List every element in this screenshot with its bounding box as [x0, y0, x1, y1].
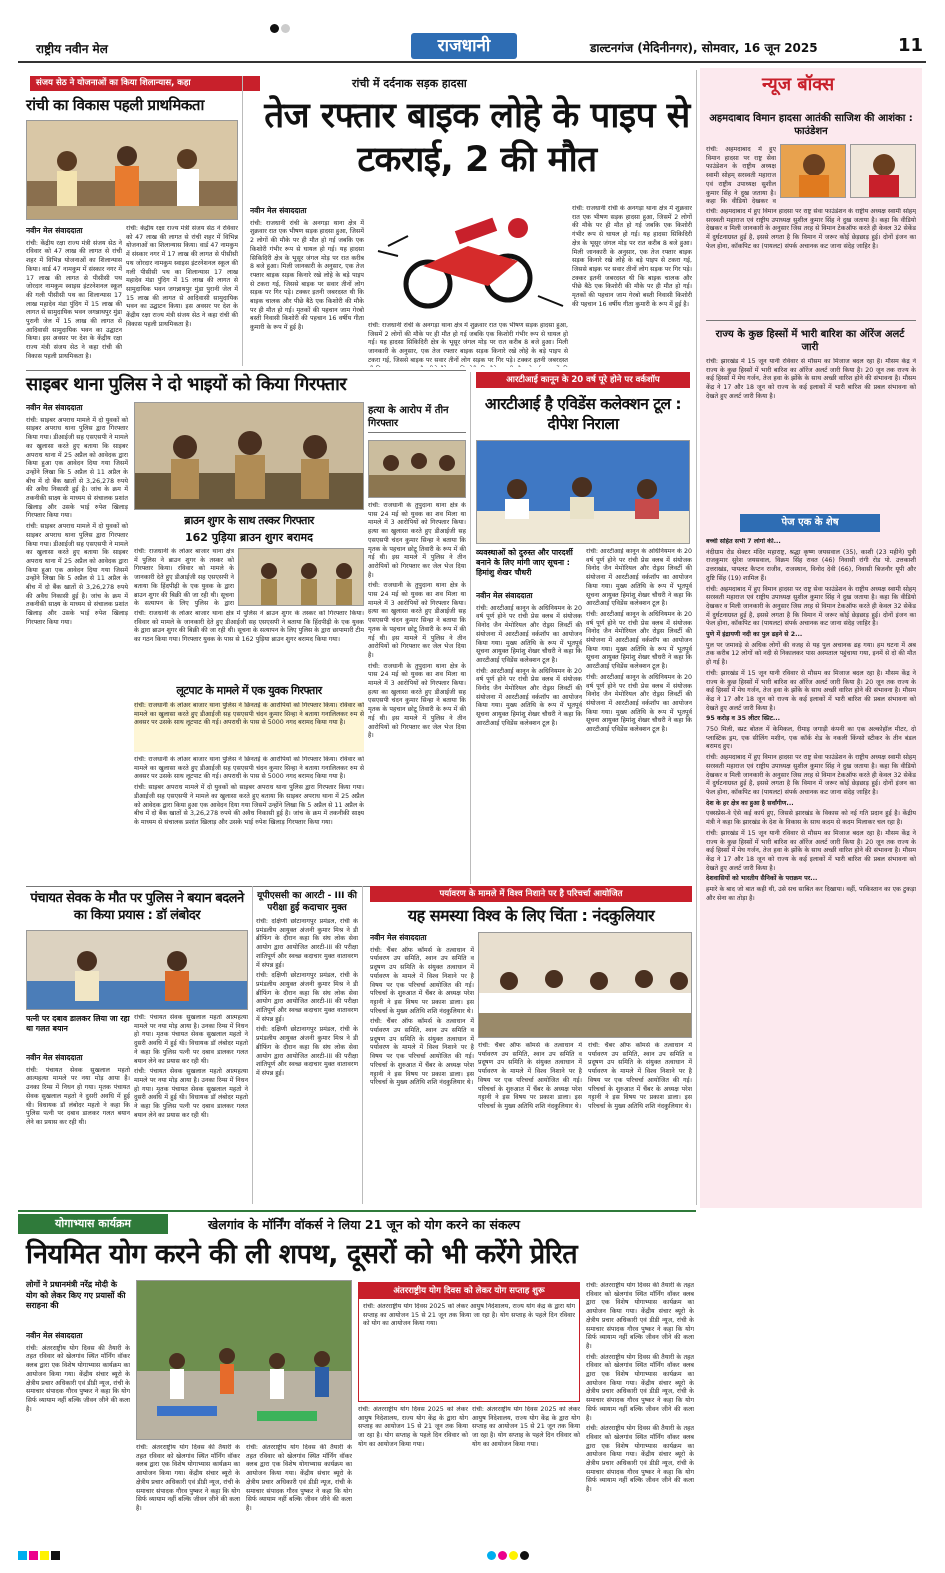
remaining-text1b: रांची: अहमदाबाद में हुए विमान हादसा पर राष्ट्र सेवा फाउंडेशन के राष्ट्रीय अध्यक्ष स्वामी सोहम्‌ सरस्वती महाराज एवं राष्ट्रीय उपाध्यक्ष सुशील कुमार सिंह ने दुख जताया है। कहा कि वीडियो देखकर व मिली जानकारी के अनुसार जिस तरह से विमान टेकऑफ करते ही केवल 32 सेकेंड में दुर्घटनाग्रस्त हुई है, इससे लगता है कि विमान में जरूर कोई छेड़छाड़ हुई। दोनों इंजन का फेल होना, कॉकपिट का (पायलट) संपर्क अचानक कट जाना संदेह जाहिर है। [706, 585, 916, 628]
story4-text-cont: रांची: राजधानी के लोअर बाजार थाना क्षेत्र में पुलिस ने ब्राउन शुगर के तस्कर को गिरफ्तार किया। रविवार को मामले के जानकारी देते हुए डीआईजी सह एसएसपी ने बताया कि हिंदपीढ़ी के एक युवक के द्वारा ब्राउन शुगर की बिक्री की जा रही थी। सूचना के सत्यापन के लिए पुलिस के द्वारा छापामारी टीम का गठन किया गया। गिरफ्तार युवक के पास से 162 पुड़िया ब्राउन शुगर बरामद किया गया। [134, 610, 364, 644]
story9-text-cont: रांची: दक्षिणी छोटानागपुर प्रमंडल, रांची के प्रमंडलीय आयुक्त अंजनी कुमार मिश्र ने डी ब्रीफिंग के दौरान कहा कि संघ लोक सेवा आयोग द्वारा आयोजित आरटी-III की परीक्षा शांतिपूर्ण और स्वच्छ कदाचार मुक्त वातावरण में संपन्न हुई। [256, 972, 358, 1023]
story3-body [26, 402, 128, 882]
story11-text-cont: रांची: अंतरराष्ट्रीय योग दिवस की तैयारी के तहत रविवार को खेलगांव स्थित मॉर्निंग वॉकर क्लब द्वारा एक विशेष योगाभ्यास कार्यक्रम का आयोजन किया गया। केंद्रीय संचार ब्यूरो के क्षेत्रीय प्रचार अधिकारी एवं डीडी न्यूज, रांची के समाचार संपादक गौरव पुष्कर ने कहा कि योग सिर्फ व्यायाम नहीं बल्कि जीवन जीने की कला है। [136, 1444, 240, 1512]
story7-text-cont4: रांची: आरटीआई कानून के अधिनियमन के 20 वर्ष पूर्ण होने पर रांची प्रेस क्लब में संयोजक विनोद जैन मेमोरियल और रोड्रस लिवर्टी की संयोजना में आरटीआई वर्कशॉप का आयोजन किया गया। मुख्य अतिथि के रूप में भूतपूर्व सूचना आयुक्त हिमांशु शेखर चौधरी ने कहा कि आरटीआई एविडेंस कलेक्शन टूल है। [586, 673, 692, 734]
page-number: 11 [898, 35, 924, 56]
story11-text-cont4: रांची: अंतरराष्ट्रीय योग दिवस की तैयारी के तहत रविवार को खेलगांव स्थित मॉर्निंग वॉकर क्लब द्वारा एक विशेष योगाभ्यास कार्यक्रम का आयोजन किया गया। केंद्रीय संचार ब्यूरो के क्षेत्रीय प्रचार अधिकारी एवं डीडी न्यूज, रांची के समाचार संपादक गौरव पुष्कर ने कहा कि योग सिर्फ व्यायाम नहीं बल्कि जीवन जीने की कला है। [586, 1353, 694, 1422]
story6-text-cont2: रांची: राजधानी के तुपुदाना थाना क्षेत्र के पास 24 मई को युवक का शव मिला था मामले में 3 आरोपियों को गिरफ्तार किया। हत्या का खुलासा करते हुए डीआईजी सह एसएसपी चंदन कुमार सिन्हा ने बताया कि मृतक के पहचान छोटू तिवारी के रूप में की गई थी। इस मामले में पुलिस ने तीन आरोपियों को गिरफ्तार कर जेल भेज दिया है। [368, 662, 466, 740]
story9-body-1 [256, 918, 358, 1202]
news-box-s2-headline: राज्य के कुछ हिस्सों में भारी बारिश का ऑरेंज अलर्ट जारी [715, 329, 905, 353]
story6-body [368, 502, 466, 882]
remaining-text4b: रांची: झारखंड में 15 जून यानी रविवार से मौसम का मिजाज बदल रहा है। मौसम केंद्र ने राज्य के कुछ हिस्सों में भारी बारिश का ऑरेंज अलर्ट जारी किया है। 20 जून तक राज्य के कई हिस्सों में मेघ गर्जन, तेज हवा के झोंके के साथ अच्छी वारिश होने की संभावना है। मौसम केंद्र ने 17 और 18 जून को राज्य के कई इलाकों में भारी बारिश की प्रबल संभावना को देखते हुए अलर्ट जारी किया है। [706, 829, 916, 872]
cyber-police-photo [134, 402, 364, 510]
news-box-s1-headline: अहमदाबाद विमान हादसा आतंकी साजिश की आशंका : फाउंडेशन [709, 113, 913, 137]
story2-text: रांची: राजधानी रांची के अनगड़ा थाना क्षेत्र में शुक्रवार रात एक भीषण सड़क हादसा हुआ, जिसमें 2 लोगों की मौके पर ही मौत हो गई जबकि एक किशोरी गंभीर रूप से घायल हो गई। यह हादसा सिकिदिरी क्षेत्र के भूसूर जंगल मोड़ पर रात करीब 8 बजे हुआ। मिली जानकारी के अनुसार, एक तेज रफ्तार बाइक सड़क किनारे रखे लोहे के बड़े पाइप से टकरा गई, जिससे बाइक पर सवार तीनों लोग सड़क पर गिर पड़े। टक्कर इतनी जबरदस्त थी कि बाइक चालक और पीछे बैठे एक किशोरी की मौके पर ही मौत हो गई। मृतकों की पहचान जाम गेरबो बस्ती निवासी किशोरी की पहचान 16 वर्षीय गीता कुमारी के रूप में हुई है। [250, 219, 364, 332]
yoga-week-text-cont2: रांची: अंतरराष्ट्रीय योग दिवस 2025 को लेकर आयुष निदेशालय, राज्य योग केंद्र के द्वारा योग सप्ताह का आयोजन 15 से 21 जून तक किया जा रहा है। योग सप्ताह के पहले दिन रविवार को योग का आयोजन किया गया। [472, 1406, 580, 1448]
story8-bullet: पत्नी पर दबाव डालकर लिया जा रहा था गलत बयान [26, 1014, 130, 1033]
story1-body-1 [26, 225, 122, 361]
news-box-s3-body [706, 538, 916, 1204]
story7-byline: नवीन मेल संवाददाता [476, 591, 533, 600]
story11-body-2 [136, 1444, 240, 1530]
story10-text-cont: रांची: चैंबर ऑफ कॉमर्स के तत्वाधान में पर्यावरण उप समिति, श्वान उप समिति व प्रदूषण उप समिति के संयुक्त तत्वाधान में पर्यावरण के मामले में विश्व निशाने पर है विषय पर एक परिचर्चा आयोजित की गई। परिचर्चा के शुरुआत में चैंबर के अध्यक्ष परेश गट्टानी ने इस विषय पर प्रकाश डाला। इस परिचर्चा के मुख्य अतिथि शशि नंदकुलियार थे। [370, 1018, 474, 1087]
page-one-remaining-label: पेज एक के शेष [740, 514, 880, 532]
news-box-s2-text: रांची: झारखंड में 15 जून यानी रविवार से मौसम का मिजाज बदल रहा है। मौसम केंद्र ने राज्य के कुछ हिस्सों में भारी बारिश का ऑरेंज अलर्ट जारी किया है। 20 जून तक राज्य के कई हिस्सों में मेघ गर्जन, तेज हवा के झोंके के साथ अच्छी वारिश होने की संभावना है। मौसम केंद्र ने 17 और 18 जून को राज्य के कई इलाकों में भारी बारिश की प्रबल संभावना को देखते हुए अलर्ट जारी किया है। [706, 358, 916, 400]
story10-byline: नवीन मेल संवाददाता [370, 933, 427, 942]
story3-text: रांची: साइबर अपराध मामले में दो युवकों को साइबर अपराध थाना पुलिस द्वारा गिरफ्तार किया गया। डीआईजी सह एसएसपी ने मामले का खुलासा करते हुए बताया कि साइबर अपराध थाना में 25 अप्रैल को आवेदक द्वारा किया हुआ एक आवेदन दिया गया जिसमें उन्होंने लिखा कि 5 अप्रैल से 11 अप्रैल के बीच में दो बैंक खातों से 3,26,278 रुपये की अवैध निकासी हुई है। जांच के क्रम में तकनीकी साक्ष्य के माध्यम से संचालक प्रशांत खिलाड़ और उसके भाई रुपेश खिलाड़ गिरफ्तार किया गया। [26, 416, 128, 520]
story7-kicker: आरटीआई कानून के 20 वर्ष पूरे होने पर वर्कशॉप [476, 372, 690, 388]
story8-byline: नवीन मेल संवाददाता [26, 1053, 83, 1062]
story4-body [134, 548, 234, 608]
story10-body-1 [370, 932, 474, 1202]
story11-body-6 [586, 1282, 694, 1530]
story10-text-cont2: रांची: चैंबर ऑफ कॉमर्स के तत्वाधान में पर्यावरण उप समिति, श्वान उप समिति व प्रदूषण उप समिति के संयुक्त तत्वाधान में पर्यावरण के मामले में विश्व निशाने पर है विषय पर एक परिचर्चा आयोजित की गई। परिचर्चा के शुरुआत में चैंबर के अध्यक्ष परेश गट्टानी ने इस विषय पर प्रकाश डाला। इस परिचर्चा के मुख्य अतिथि शशि नंदकुलियार थे। [478, 1042, 582, 1110]
story2-byline: नवीन मेल संवाददाता [250, 206, 307, 215]
section-label: राजधानी [411, 33, 517, 59]
story10-kicker: पर्यावरण के मामले में विश्व निशाने पर है परिचर्चा आयोजित [370, 886, 692, 902]
story11-bullet: लोगों ने प्रधानमंत्री नरेंद्र मोदी के योग को लेकर किए गए प्रयासों की सराहना की [26, 1280, 126, 1310]
remaining-text5: हमारे के बाद जो बात कही थी, उसे सच साबित कर दिखाया। वहीं, पाकिस्तान का एक टुकड़ा और सेना का तोड़ा है। [706, 886, 916, 902]
story5-text: रांची: राजधानी के लोअर बाजार थाना पुलिस ने छिनतई के आरोपियों को गिरफ्तार किया। रविवार को मामले का खुलासा करते हुए डीआईजी सह एसएसपी चंदन कुमार सिन्हा ने बताया गनालिलकर रुम से अवसर पर उसके साथ लूटपाट की गई। अपराधी के पास से 5000 नगद बरामद किया गया है। [134, 702, 364, 727]
news-box-s1-body-2 [706, 208, 916, 316]
story7-text-cont: रांची: आरटीआई कानून के अधिनियमन के 20 वर्ष पूर्ण होने पर रांची प्रेस क्लब में संयोजक विनोद जैन मेमोरियल और रोड्रस लिवर्टी की संयोजना में आरटीआई वर्कशॉप का आयोजन किया गया। मुख्य अतिथि के रूप में भूतपूर्व सूचना आयुक्त हिमांशु शेखर चौधरी ने कहा कि आरटीआई एविडेंस कलेक्शन टूल है। [476, 667, 582, 727]
story2-headline: तेज रफ्तार बाइक लोहे के पाइप से टकराई, 2 की मौत [264, 96, 690, 180]
swami-photo [780, 144, 846, 198]
story6-text: रांची: राजधानी के तुपुदाना थाना क्षेत्र के पास 24 मई को युवक का शव मिला था मामले में 3 आरोपियों को गिरफ्तार किया। हत्या का खुलासा करते हुए डीआईजी सह एसएसपी चंदन कुमार सिन्हा ने बताया कि मृतक के पहचान छोटू तिवारी के रूप में की गई थी। इस मामले में पुलिस ने तीन आरोपियों को गिरफ्तार कर जेल भेज दिया है। [368, 502, 466, 579]
story11-text-cont5: रांची: अंतरराष्ट्रीय योग दिवस की तैयारी के तहत रविवार को खेलगांव स्थित मॉर्निंग वॉकर क्लब द्वारा एक विशेष योगाभ्यास कार्यक्रम का आयोजन किया गया। केंद्रीय संचार ब्यूरो के क्षेत्रीय प्रचार अधिकारी एवं डीडी न्यूज, रांची के समाचार संपादक गौरव पुष्कर ने कहा कि योग सिर्फ व्यायाम नहीं बल्कि जीवन जीने की कला है। [586, 1425, 694, 1494]
accident-illustration [368, 206, 568, 318]
story5-headline: लूटपाट के मामले में एक युवक गिरफ्तार [176, 684, 322, 697]
story7-text-cont2: रांची: आरटीआई कानून के अधिनियमन के 20 वर्ष पूर्ण होने पर रांची प्रेस क्लब में संयोजक विनोद जैन मेमोरियल और रोड्रस लिवर्टी की संयोजना में आरटीआई वर्कशॉप का आयोजन किया गया। मुख्य अतिथि के रूप में भूतपूर्व सूचना आयुक्त हिमांशु शेखर चौधरी ने कहा कि आरटीआई एविडेंस कलेक्शन टूल है। [586, 548, 692, 608]
yoga-week-text-cont: रांची: अंतरराष्ट्रीय योग दिवस 2025 को लेकर आयुष निदेशालय, राज्य योग केंद्र के द्वारा योग सप्ताह का आयोजन 15 से 21 जून तक किया जा रहा है। योग सप्ताह के पहले दिन रविवार को योग का आयोजन किया गया। [358, 1406, 468, 1448]
story1-photo [26, 120, 238, 220]
yoga-week-box-text: रांची: अंतरराष्ट्रीय योग दिवस 2025 को लेकर आयुष निदेशालय, राज्य योग केंद्र के द्वारा योग सप्ताह का आयोजन 15 से 21 जून तक किया जा रहा है। योग सप्ताह के पहले दिन रविवार को योग का आयोजन किया गया। [363, 1303, 575, 1328]
story11-text: रांची: अंतरराष्ट्रीय योग दिवस की तैयारी के तहत रविवार को खेलगांव स्थित मॉर्निंग वॉकर क्लब द्वारा एक विशेष योगाभ्यास कार्यक्रम का आयोजन किया गया। केंद्रीय संचार ब्यूरो के क्षेत्रीय प्रचार अधिकारी एवं डीडी न्यूज, रांची के समाचार संपादक गौरव पुष्कर ने कहा कि योग सिर्फ व्यायाम नहीं बल्कि जीवन जीने की कला है। [26, 1344, 130, 1413]
remaining-sub3: 95 करोड़ व 35 लीटर स्प्रिट... [706, 715, 781, 723]
story10-body-3 [588, 1042, 692, 1202]
story8-text-cont2: रांची: पंचायत सेवक सुखलाल महतो आत्महत्या मामले पर नया मोड़ आया है। उनका रिम्स में निधन हो गया। मृतक पंचायत सेवक सुखलाल महतो ने दुसरी अवधि में हुई थी। विधायक डॉ लंबोदर महतो ने कहा कि पुलिस पत्नी पर दबाव डालकर गलत बयान लेने का प्रयास कर रही थी। [134, 1068, 248, 1119]
story8-body-2 [134, 1014, 248, 1202]
news-box-s1-body [706, 146, 776, 206]
yoga-strip-label: योगाभ्यास कार्यक्रम [18, 1214, 168, 1234]
story2-body-1 [250, 205, 364, 367]
story7-text: रांची: आरटीआई कानून के अधिनियमन के 20 वर्ष पूर्ण होने पर रांची प्रेस क्लब में संयोजक विनोद जैन मेमोरियल और रोड्रस लिवर्टी की संयोजना में आरटीआई वर्कशॉप का आयोजन किया गया। मुख्य अतिथि के रूप में भूतपूर्व सूचना आयुक्त हिमांशु शेखर चौधरी ने कहा कि आरटीआई एविडेंस कलेक्शन टूल है। [476, 604, 582, 664]
story3-byline: नवीन मेल संवाददाता [26, 403, 83, 412]
story7-headline: आरटीआई है एविडेंस कलेक्शन टूल : दीपेश निराला [484, 395, 682, 433]
masthead-bar [18, 33, 926, 63]
story7-body-1 [476, 590, 582, 880]
story4-text: रांची: राजधानी के लोअर बाजार थाना क्षेत्र में पुलिस ने ब्राउन शुगर के तस्कर को गिरफ्तार किया। रविवार को मामले के जानकारी देते हुए डीआईजी सह एसएसपी ने बताया कि हिंदपीढ़ी के एक युवक के द्वारा ब्राउन शुगर की बिक्री की जा रही थी। सूचना के सत्यापन के लिए पुलिस के द्वारा [134, 548, 234, 608]
remaining-text2: पुल पर जमावड़े से अधिक लोगों की वजह से यह पुल अचानक ढह गया। हम घटना में अब तक करीब 12 लोगों को नदी से निकालकर पास अस्पताल पहुंचाया गया, इनमें से दो की मौत हो गई है। [706, 641, 916, 667]
yoga-week-box [358, 1282, 580, 1402]
remaining-text3b: रांची: अहमदाबाद में हुए विमान हादसा पर राष्ट्र सेवा फाउंडेशन के राष्ट्रीय अध्यक्ष स्वामी सोहम्‌ सरस्वती महाराज एवं राष्ट्रीय उपाध्यक्ष सुशील कुमार सिंह ने दुख जताया है। कहा कि वीडियो देखकर व मिली जानकारी के अनुसार जिस तरह से विमान टेकऑफ करते ही केवल 32 सेकेंड में दुर्घटनाग्रस्त हुई है, इससे लगता है कि विमान में जरूर कोई छेड़छाड़ हुई। दोनों इंजन का फेल होना, कॉकपिट का (पायलट) संपर्क अचानक कट जाना संदेह जाहिर है। [706, 754, 916, 796]
panchayat-photo [26, 930, 248, 1010]
story8-text: रांची: पंचायत सेवक सुखलाल महतो आत्महत्या मामले पर नया मोड़ आया है। उनका रिम्स में निधन हो गया। मृतक पंचायत सेवक सुखलाल महतो ने दुसरी अवधि में हुई थी। विधायक डॉ लंबोदर महतो ने कहा कि पुलिस पत्नी पर दबाव डालकर गलत बयान लेने का प्रयास कर रही थी। [26, 1066, 130, 1126]
news-box-s1-text: रांची: अहमदाबाद में हुए विमान हादसा पर राष्ट्र सेवा फाउंडेशन के राष्ट्रीय अध्यक्ष स्वामी सोहम्‌ सरस्वती महाराज एवं राष्ट्रीय उपाध्यक्ष सुशील कुमार सिंह ने दुख जताया है। कहा कि वीडियो देखकर व [706, 146, 776, 206]
brown-sugar-photo [238, 548, 364, 606]
news-box-s1-text-cont: रांची: अहमदाबाद में हुए विमान हादसा पर राष्ट्र सेवा फाउंडेशन के राष्ट्रीय अध्यक्ष स्वामी सोहम्‌ सरस्वती महाराज एवं राष्ट्रीय उपाध्यक्ष सुशील कुमार सिंह ने दुख जताया है। कहा कि वीडियो देखकर व मिली जानकारी के अनुसार जिस तरह से विमान टेकऑफ करते ही केवल 32 सेकेंड में दुर्घटनाग्रस्त हुई है, इससे लगता है कि विमान में जरूर कोई छेड़छाड़ हुई। दोनों इंजन का फेल होना, कॉकपिट का (पायलट) संपर्क अचानक कट जाना संदेह जाहिर है। [706, 208, 916, 250]
dateline: डाल्टनगंज (मेदिनीनगर), सोमवार, 16 जून 2025 [590, 41, 818, 55]
story2-text-cont2: रांची: राजधानी रांची के अनगड़ा थाना क्षेत्र में शुक्रवार रात एक भीषण सड़क हादसा हुआ, जिसमें 2 लोगों की मौके पर ही मौत हो गई जबकि एक किशोरी गंभीर रूप से घायल हो गई। यह हादसा सिकिदिरी क्षेत्र के भूसूर जंगल मोड़ पर रात करीब 8 बजे हुआ। मिली जानकारी के अनुसार, एक तेज रफ्तार बाइक सड़क किनारे रखे लोहे के बड़े पाइप से टकरा गई, जिससे बाइक पर सवार तीनों लोग सड़क पर गिर पड़े। टक्कर इतनी जबरदस्त थी कि बाइक चालक और पीछे बैठे एक किशोरी की मौके पर ही मौत हो गई। मृतकों की पहचान जाम गेरबो बस्ती निवासी किशोरी की पहचान 16 वर्षीय गीता कुमारी के रूप में हुई है। [572, 205, 692, 308]
story11-body-4 [358, 1406, 468, 1530]
story4-body-2 [134, 610, 364, 682]
story9-text: रांची: दक्षिणी छोटानागपुर प्रमंडल, रांची के प्रमंडलीय आयुक्त अंजनी कुमार मिश्र ने डी ब्रीफिंग के दौरान कहा कि संघ लोक सेवा आयोग द्वारा आयोजित आरटी-III की परीक्षा शांतिपूर्ण और स्वच्छ कदाचार मुक्त वातावरण में संपन्न हुई। [256, 918, 358, 969]
story11-body-5 [472, 1406, 580, 1530]
murder-accused-photo [368, 440, 466, 498]
story11-body-1 [26, 1330, 130, 1530]
yoga-week-box-title: अंतरराष्ट्रीय योग दिवस को लेकर योग सप्ताह शुरू [359, 1283, 579, 1299]
story2-body-2 [368, 322, 568, 367]
story8-text-cont: रांची: पंचायत सेवक सुखलाल महतो आत्महत्या मामले पर नया मोड़ आया है। उनका रिम्स में निधन हो गया। मृतक पंचायत सेवक सुखलाल महतो ने दुसरी अवधि में हुई थी। विधायक डॉ लंबोदर महतो ने कहा कि पुलिस पत्नी पर दबाव डालकर गलत बयान लेने का प्रयास कर रही थी। [134, 1014, 248, 1065]
story2-text-cont: रांची: राजधानी रांची के अनगड़ा थाना क्षेत्र में शुक्रवार रात एक भीषण सड़क हादसा हुआ, जिसमें 2 लोगों की मौके पर ही मौत हो गई जबकि एक किशोरी गंभीर रूप से घायल हो गई। यह हादसा सिकिदिरी क्षेत्र के भूसूर जंगल मोड़ पर रात करीब 8 बजे हुआ। मिली जानकारी के अनुसार, एक तेज रफ्तार बाइक सड़क किनारे रखे लोहे के बड़े पाइप से टकरा गई, जिससे बाइक पर सवार तीनों लोग सड़क पर गिर पड़े। टक्कर इतनी जबरदस्त [368, 322, 568, 364]
chamber-meeting-photo [478, 932, 692, 1038]
news-box [700, 68, 922, 1208]
story7-text-cont3: रांची: आरटीआई कानून के अधिनियमन के 20 वर्ष पूर्ण होने पर रांची प्रेस क्लब में संयोजक विनोद जैन मेमोरियल और रोड्रस लिवर्टी की संयोजना में आरटीआई वर्कशॉप का आयोजन किया गया। मुख्य अतिथि के रूप में भूतपूर्व सूचना आयुक्त हिमांशु शेखर चौधरी ने कहा कि आरटीआई एविडेंस कलेक्शन टूल है। [586, 610, 692, 671]
yoga-strip-kicker: खेलगांव के मॉर्निंग वॉकर्स ने लिया 21 जून को योग करने का संकल्प [208, 1217, 521, 1232]
story1-text: रांची: केंद्रीय रक्षा राज्य मंत्री संजय सेठ ने रविवार को 47 लाख की लागत से रांची शहर में विभिन्न योजनाओं का शिलान्यास किया। वार्ड 47 नामकुम में संस्कार नगर में 17 लाख की लागत से पीसीसी पथ जोरदार नामकुम स्वाइस इंटरनेशनल स्कूल की गली पीसीसी पथ का शिलान्यास 17 लाख महादेव मंडा पुंदिग में 15 लाख की लागत से सामुदायिक भवन जगन्नाथपुर मुंडा पुरानी जेल में 15 लाख की लागत से आदिवासी सामुदायिक भवन का उद्घाटन किया। इस अवसर पर देश के केंद्रीय रक्षा राज्य मंत्री संजय सेठ ने कहा रांची की विकास पहली प्राथमिकता है। [26, 239, 122, 360]
story4-headline: ब्राउन शुगर के साथ तस्कर गिरफ्तार [184, 514, 314, 527]
story11-text-cont2: रांची: अंतरराष्ट्रीय योग दिवस की तैयारी के तहत रविवार को खेलगांव स्थित मॉर्निंग वॉकर क्लब द्वारा एक विशेष योगाभ्यास कार्यक्रम का आयोजन किया गया। केंद्रीय संचार ब्यूरो के क्षेत्रीय प्रचार अधिकारी एवं डीडी न्यूज, रांची के समाचार संपादक गौरव पुष्कर ने कहा कि योग सिर्फ व्यायाम नहीं बल्कि जीवन जीने की कला है। [246, 1444, 352, 1512]
remaining-sub5: देशवासियों को भारतीय सैनिकों के पराक्रम पर... [706, 875, 818, 883]
news-box-s2-body [706, 358, 916, 506]
yoga-photo [136, 1280, 352, 1440]
story6-text-cont: रांची: राजधानी के तुपुदाना थाना क्षेत्र के पास 24 मई को युवक का शव मिला था मामले में 3 आरोपियों को गिरफ्तार किया। हत्या का खुलासा करते हुए डीआईजी सह एसएसपी चंदन कुमार सिन्हा ने बताया कि मृतक के पहचान छोटू तिवारी के रूप में की गई थी। इस मामले में पुलिस ने तीन आरोपियों को गिरफ्तार कर जेल भेज दिया है। [368, 582, 466, 659]
story10-body-2 [478, 1042, 582, 1202]
story9-headline: यूपीएससी का आरटी - III की परीक्षा हुई कदाचार मुक्त [257, 891, 357, 913]
story8-body-1 [26, 1052, 130, 1202]
remaining-sub4: देश के हर क्षेत्र का हुआ है सर्वांगीण... [706, 799, 794, 807]
story1-headline: रांची का विकास पहली प्राथमिकता [26, 96, 204, 114]
story2-body-3 [572, 205, 692, 367]
remaining-text2b: रांची: झारखंड में 15 जून यानी रविवार से मौसम का मिजाज बदल रहा है। मौसम केंद्र ने राज्य के कुछ हिस्सों में भारी बारिश का ऑरेंज अलर्ट जारी किया है। 20 जून तक राज्य के कई हिस्सों में मेघ गर्जन, तेज हवा के झोंके के साथ अच्छी वारिश होने की संभावना है। मौसम केंद्र ने 17 और 18 जून को राज्य के कई इलाकों में भारी बारिश की प्रबल संभावना को देखते हुए अलर्ट जारी किया है। [706, 669, 916, 712]
bottom-color-bar [18, 1545, 926, 1559]
story3-text-cont2: रांची: साइबर अपराध मामले में दो युवकों को साइबर अपराध थाना पुलिस द्वारा गिरफ्तार किया गया। डीआईजी सह एसएसपी ने मामले का खुलासा करते हुए बताया कि साइबर अपराध थाना में 25 अप्रैल को आवेदक द्वारा किया हुआ एक आवेदन दिया गया जिसमें उन्होंने लिखा कि 5 अप्रैल से 11 अप्रैल के बीच में दो बैंक खातों से 3,26,278 रुपये की अवैध निकासी हुई है। जांच के क्रम में तकनीकी साक्ष्य के माध्यम से संचालक प्रशांत खिलाड़ और उसके भाई रुपेश खिलाड़ गिरफ्तार किया गया। [134, 784, 364, 826]
remaining-text3: 750 मिली, स्प्रट बोतल में केमिकल, रीमाइ जगाड़ी कंपनी का एक अल्कोहॉल मीटर, दो प्लास्टिक ड्रम, एक सीलिंग मशीन, एक कॉर्क शेड के नकली किंग्सो स्टीकर के तीन बंडल बरामद हुए। [706, 726, 916, 751]
remaining-text1: नंदीग्राम रोड सेक्टर मंदिर महाराष्ट्र, श्रद्धा कृष्ण जयसवाल (35), काशी (23 महीने) पुत्री राजकुमार सुरेश जयसवाल, विक्रम सिंह रावत (46) निवासी रांगी रोड पो. उत्तकाशी उत्तराखंड, पायलट कैप्टन राजीव, राजस्थान, विनोद देवी (66), निवासी बिजनौर यूपी और तुष्टि सिंह (19) शामिल हैं। [706, 548, 916, 582]
story10-headline: यह समस्या विश्व के लिए चिंता : नंदकुलियार [407, 906, 655, 925]
story4-sub: 162 पुड़िया ब्राउन शुगर बरामद [185, 531, 313, 544]
story11-body-3 [246, 1444, 352, 1530]
story3-text-cont: रांची: साइबर अपराध मामले में दो युवकों को साइबर अपराध थाना पुलिस द्वारा गिरफ्तार किया गया। डीआईजी सह एसएसपी ने मामले का खुलासा करते हुए बताया कि साइबर अपराध थाना में 25 अप्रैल को आवेदक द्वारा किया हुआ एक आवेदन दिया गया जिसमें उन्होंने लिखा कि 5 अप्रैल से 11 अप्रैल के बीच में दो बैंक खातों से 3,26,278 रुपये की अवैध निकासी हुई है। जांच के क्रम में तकनीकी साक्ष्य के माध्यम से संचालक प्रशांत खिलाड़ और उसके भाई रुपेश खिलाड़ गिरफ्तार किया गया। [26, 523, 128, 626]
story11-text-cont3: रांची: अंतरराष्ट्रीय योग दिवस की तैयारी के तहत रविवार को खेलगांव स्थित मॉर्निंग वॉकर क्लब द्वारा एक विशेष योगाभ्यास कार्यक्रम का आयोजन किया गया। केंद्रीय संचार ब्यूरो के क्षेत्रीय प्रचार अधिकारी एवं डीडी न्यूज, रांची के समाचार संपादक गौरव पुष्कर ने कहा कि योग सिर्फ व्यायाम नहीं बल्कि जीवन जीने की कला है। [586, 1282, 694, 1350]
story1-kicker: संजय सेठ ने योजनाओं का किया शिलान्यास, कहा [30, 76, 260, 91]
story9-text-cont2: रांची: दक्षिणी छोटानागपुर प्रमंडल, रांची के प्रमंडलीय आयुक्त अंजनी कुमार मिश्र ने डी ब्रीफिंग के दौरान कहा कि संघ लोक सेवा आयोग द्वारा आयोजित आरटी-III की परीक्षा शांतिपूर्ण और स्वच्छ कदाचार मुक्त वातावरण में संपन्न हुई। [256, 1026, 358, 1077]
remaining-sub2: पुणे में इंद्रायणी नदी का पुल ढहने से 2... [706, 631, 803, 639]
story3-headline: साइबर थाना पुलिस ने दो भाइयों को किया गिरफ्तार [26, 374, 347, 395]
yoga-week-box-body [363, 1303, 575, 1399]
story11-byline: नवीन मेल संवाददाता [26, 1331, 83, 1340]
remaining-text4: एक्सप्रेस-वे ऐसे कई कार्य हुए, जिससे झारखंड के विकास को नई गति प्रदान हुई है। केंद्रीय मंत्री ने कहा कि झारखंड के देश के विकास के साथ कदम से कदम मिलाकर चल रहा है। [706, 810, 916, 827]
registration-marks [270, 18, 292, 37]
news-box-title: न्यूज बॉक्स [762, 74, 835, 95]
story5-text-cont: रांची: राजधानी के लोअर बाजार थाना पुलिस ने छिनतई के आरोपियों को गिरफ्तार किया। रविवार को मामले का खुलासा करते हुए डीआईजी सह एसएसपी चंदन कुमार सिन्हा ने बताया गनालिलकर रुम से अवसर पर उसके साथ लूटपाट की गई। अपराधी के पास से 5000 नगद बरामद किया गया है। [134, 756, 364, 781]
story10-text: रांची: चैंबर ऑफ कॉमर्स के तत्वाधान में पर्यावरण उप समिति, श्वान उप समिति व प्रदूषण उप समिति के संयुक्त तत्वाधान में पर्यावरण के मामले में विश्व निशाने पर है विषय पर एक परिचर्चा आयोजित की गई। परिचर्चा के शुरुआत में चैंबर के अध्यक्ष परेश गट्टानी ने इस विषय पर प्रकाश डाला। इस परिचर्चा के मुख्य अतिथि शशि नंदकुलियार थे। [370, 946, 474, 1015]
story1-body-2 [126, 225, 238, 361]
sushil-photo [850, 144, 916, 198]
remaining-sub1: बच्ची सहित सभी 7 लोगों की... [706, 538, 781, 545]
story7-bullet: व्यवस्थाओं को दुरुस्त और पारदर्शी बनाने के लिए मांगी जाए सूचना : हिमांशु शेखर चौधरी [476, 548, 573, 577]
story2-kicker: रांची में दर्दनाक सड़क हादसा [352, 77, 467, 90]
story6-headline: हत्या के आरोप में तीन गिरफ्तार [368, 404, 466, 433]
paper-name: राष्ट्रीय नवीन मेल [36, 42, 108, 56]
story5-body [134, 702, 364, 752]
story1-byline: नवीन मेल संवाददाता [26, 226, 83, 235]
story10-text-cont3: रांची: चैंबर ऑफ कॉमर्स के तत्वाधान में पर्यावरण उप समिति, श्वान उप समिति व प्रदूषण उप समिति के संयुक्त तत्वाधान में पर्यावरण के मामले में विश्व निशाने पर है विषय पर एक परिचर्चा आयोजित की गई। परिचर्चा के शुरुआत में चैंबर के अध्यक्ष परेश गट्टानी ने इस विषय पर प्रकाश डाला। इस परिचर्चा के मुख्य अतिथि शशि नंदकुलियार थे। [588, 1042, 692, 1110]
story8-headline: पंचायत सेवक के मौत पर पुलिस ने बयान बदलने का किया प्रयास : डॉ लंबोदर [30, 891, 244, 923]
story11-headline: नियमित योग करने की ली शपथ, दूसरों को भी करेंगे प्रेरित [26, 1239, 578, 1270]
story1-text-cont: रांची: केंद्रीय रक्षा राज्य मंत्री संजय सेठ ने रविवार को 47 लाख की लागत से रांची शहर में विभिन्न योजनाओं का शिलान्यास किया। वार्ड 47 नामकुम में संस्कार नगर में 17 लाख की लागत से पीसीसी पथ जोरदार नामकुम स्वाइस इंटरनेशनल स्कूल की गली पीसीसी पथ का शिलान्यास 17 लाख महादेव मंडा पुंदिग में 15 लाख की लागत से सामुदायिक भवन जगन्नाथपुर मुंडा पुरानी जेल में 15 लाख की लागत से आदिवासी सामुदायिक भवन का उद्घाटन किया। इस अवसर पर देश के केंद्रीय रक्षा राज्य मंत्री संजय सेठ ने कहा रांची की विकास पहली प्राथमिकता है। [126, 225, 238, 328]
rti-workshop-photo [476, 440, 690, 544]
yoga-strip [18, 1210, 696, 1234]
story5-body-2 [134, 756, 364, 882]
story7-body-2 [586, 548, 692, 880]
